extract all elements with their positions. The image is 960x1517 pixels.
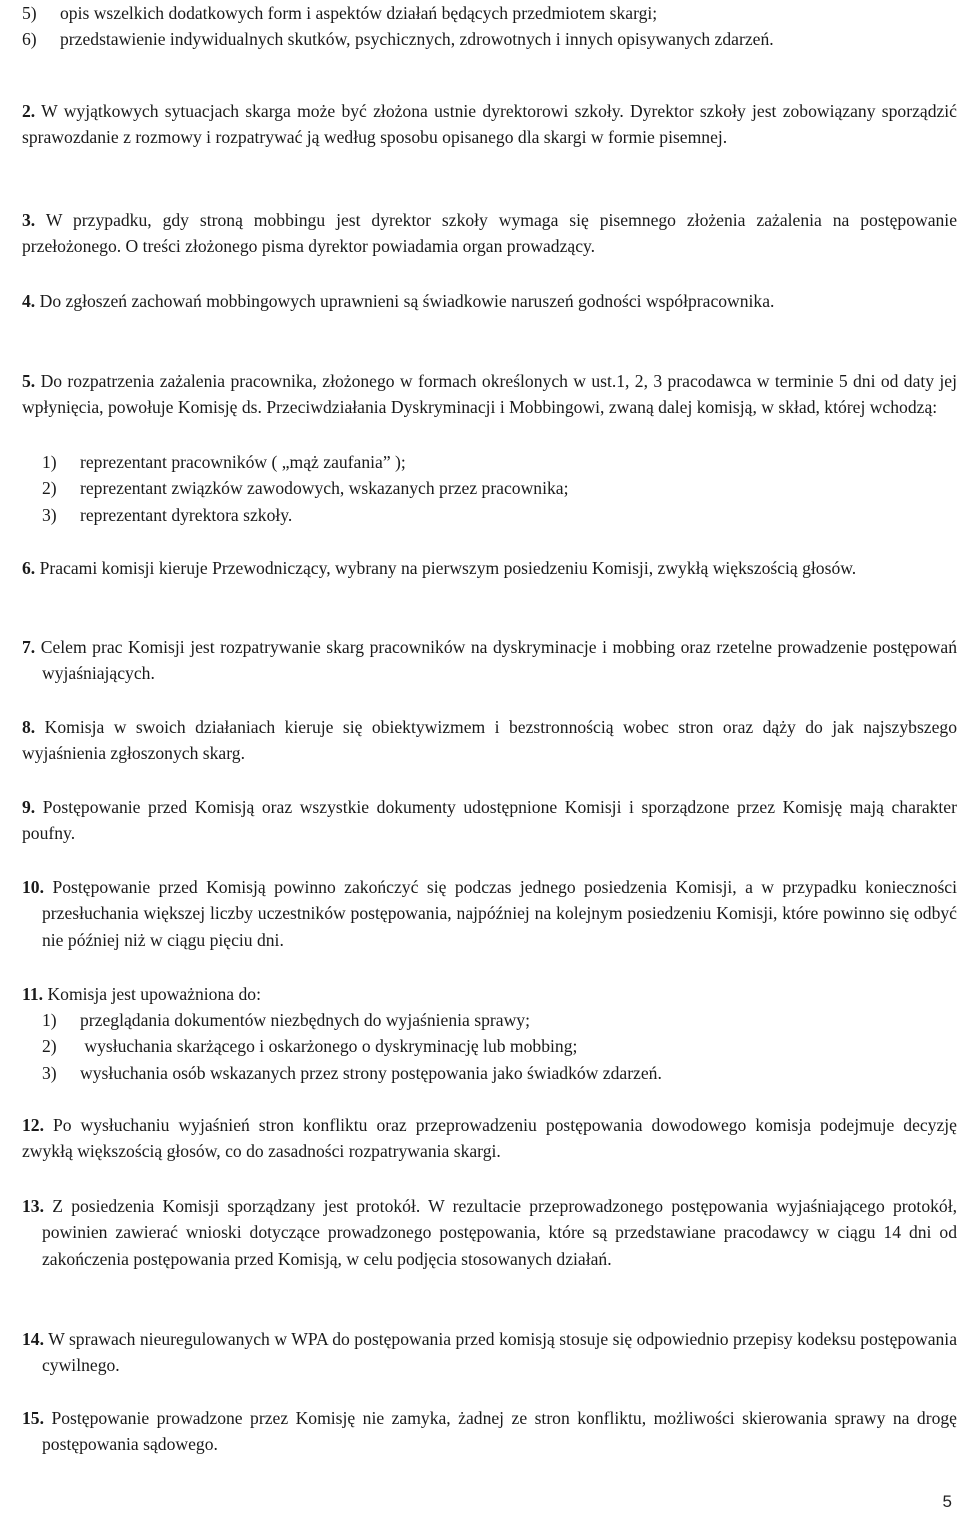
- item-text: wysłuchania skarżącego i oskarżonego o dyskryminację lub mobbing;: [80, 1036, 578, 1057]
- paragraph-2: [22, 98, 957, 151]
- paragraph-text: Do rozpatrzenia zażalenia pracownika, złożonego w formach określonych w ust.1, 2, 3 pracodawca w terminie 5 dni od daty jej wpłynięcia, powołuje Komisję ds. Przeciwdziałania Dyskryminacji i Mobbingowi, zwaną dalej komisją, w skład, której wchodzą:: [22, 371, 957, 418]
- paragraph-text: Postępowanie przed Komisją oraz wszystkie dokumenty udostępnione Komisji i sporządzone przez Komisję mają charakter poufny.: [22, 797, 957, 844]
- paragraph-11: [22, 981, 957, 1007]
- paragraph-8: [22, 714, 957, 767]
- paragraph-text: Postępowanie prowadzone przez Komisję nie zamyka, żadnej ze stron konfliktu, możliwości skierowania sprawy na drogę postępowania sądowego.: [42, 1408, 957, 1455]
- list-item: [22, 1033, 957, 1059]
- paragraph-text: Komisja w swoich działaniach kieruje się obiektywizmem i bezstronnością wobec stron oraz dąży do jak najszybszego wyjaśnienia zgłoszonych skarg.: [22, 717, 958, 764]
- paragraph-text: W przypadku, gdy stroną mobbingu jest dyrektor szkoły wymaga się pisemnego złożenia zażalenia na postępowanie przełożonego. O treści złożonego pisma dyrektor powiadamia organ prowadzący.: [22, 210, 957, 257]
- paragraph-number: 3.: [22, 210, 36, 230]
- item-text: opis wszelkich dodatkowych form i aspektów działań będących przedmiotem skargi;: [60, 3, 658, 23]
- paragraph-number: 13.: [22, 1196, 44, 1216]
- paragraph-number: 4.: [22, 291, 36, 311]
- item-number: 3): [42, 1062, 57, 1083]
- commission-powers-list: [22, 1007, 957, 1086]
- paragraph-number: 9.: [22, 797, 36, 817]
- list-item: [22, 475, 957, 501]
- paragraph-number: 8.: [22, 717, 36, 737]
- top-list: [22, 0, 957, 53]
- paragraph-14: [22, 1326, 957, 1379]
- list-item: [22, 0, 957, 26]
- item-number: 2): [42, 1036, 57, 1057]
- item-text: przedstawienie indywidualnych skutków, psychicznych, zdrowotnych i innych opisywanych zdarzeń.: [60, 29, 774, 50]
- paragraph-text: Celem prac Komisji jest rozpatrywanie skarg pracowników na dyskryminacje i mobbing oraz rzetelne prowadzenie postępowań wyjaśniających.: [40, 637, 957, 684]
- paragraph-number: 10.: [22, 877, 44, 897]
- item-text: reprezentant pracowników ( „mąż zaufania” );: [80, 452, 406, 472]
- paragraph-number: 7.: [22, 637, 36, 657]
- item-number: 1): [42, 1010, 57, 1030]
- list-item: [22, 1060, 957, 1086]
- paragraph-text: Pracami komisji kieruje Przewodniczący, wybrany na pierwszym posiedzeniu Komisji, zwykłą większością głosów.: [39, 558, 857, 578]
- list-item: [22, 1007, 957, 1033]
- item-number: 3): [42, 504, 57, 525]
- paragraph-text: Po wysłuchaniu wyjaśnień stron konfliktu oraz przeprowadzeniu postępowania dowodowego komisja podejmuje decyzję zwykłą większością głosów, co do zasadności rozpatrywania skargi.: [22, 1115, 957, 1162]
- item-text: reprezentant dyrektora szkoły.: [80, 504, 293, 525]
- paragraph-text: Komisja jest upoważniona do:: [47, 984, 261, 1004]
- paragraph-13: [22, 1193, 957, 1272]
- commission-members-list: [22, 449, 957, 528]
- paragraph-number: 12.: [22, 1115, 44, 1135]
- list-item: [22, 502, 957, 528]
- paragraph-5: [22, 368, 957, 421]
- paragraph-10: [22, 874, 957, 953]
- paragraph-number: 5.: [22, 371, 36, 391]
- paragraph-number: 2.: [22, 101, 36, 121]
- paragraph-3: [22, 207, 957, 260]
- item-number: 5): [22, 3, 37, 23]
- item-text: reprezentant związków zawodowych, wskazanych przez pracownika;: [80, 478, 569, 499]
- item-text: wysłuchania osób wskazanych przez strony postępowania jako świadków zdarzeń.: [80, 1062, 662, 1083]
- item-number: 6): [22, 29, 37, 50]
- paragraph-7: [22, 634, 957, 687]
- paragraph-number: 11.: [22, 984, 44, 1004]
- paragraph-text: W sprawach nieuregulowanych w WPA do postępowania przed komisją stosuje się odpowiednio przepisy kodeksu postępowania cywilnego.: [42, 1329, 957, 1376]
- paragraph-text: Do zgłoszeń zachowań mobbingowych uprawnieni są świadkowie naruszeń godności współpracownika.: [39, 291, 775, 311]
- paragraph-12: [22, 1112, 957, 1165]
- paragraph-number: 14.: [22, 1329, 44, 1349]
- paragraph-9: [22, 794, 957, 847]
- paragraph-number: 15.: [22, 1408, 44, 1428]
- list-item: [22, 449, 957, 475]
- paragraph-text: W wyjątkowych sytuacjach skarga może być złożona ustnie dyrektorowi szkoły. Dyrektor szkoły jest zobowiązany sporządzić sprawozdanie z rozmowy i rozpatrywać ją według sposobu opisanego dla skargi w formie pisemnej.: [22, 101, 957, 148]
- paragraph-number: 6.: [22, 558, 36, 578]
- paragraph-4: [22, 288, 957, 314]
- item-text: przeglądania dokumentów niezbędnych do wyjaśnienia sprawy;: [80, 1010, 530, 1030]
- paragraph-6: [22, 555, 957, 581]
- paragraph-text: Postępowanie przed Komisją powinno zakończyć się podczas jednego posiedzenia Komisji, a w przypadku konieczności przesłuchania większej liczby uczestników postępowania, najpóźniej na kolejnym posiedzeniu Komisji, które powinno się odbyć nie później niż w ciągu pięciu dni.: [42, 877, 957, 950]
- paragraph-15: [22, 1405, 957, 1458]
- page-number: 5: [942, 1492, 952, 1511]
- paragraph-text: Z posiedzenia Komisji sporządzany jest protokół. W rezultacie przeprowadzonego postępowania wyjaśniającego protokół, powinien zawierać wnioski dotyczące prowadzonego postępowania, które są przedstawiane pracodawcy w ciągu 14 dni od zakończenia postępowania przed Komisją, w celu podjęcia stosowanych działań.: [42, 1196, 957, 1269]
- item-number: 1): [42, 452, 57, 472]
- item-number: 2): [42, 478, 57, 499]
- list-item: [22, 26, 957, 52]
